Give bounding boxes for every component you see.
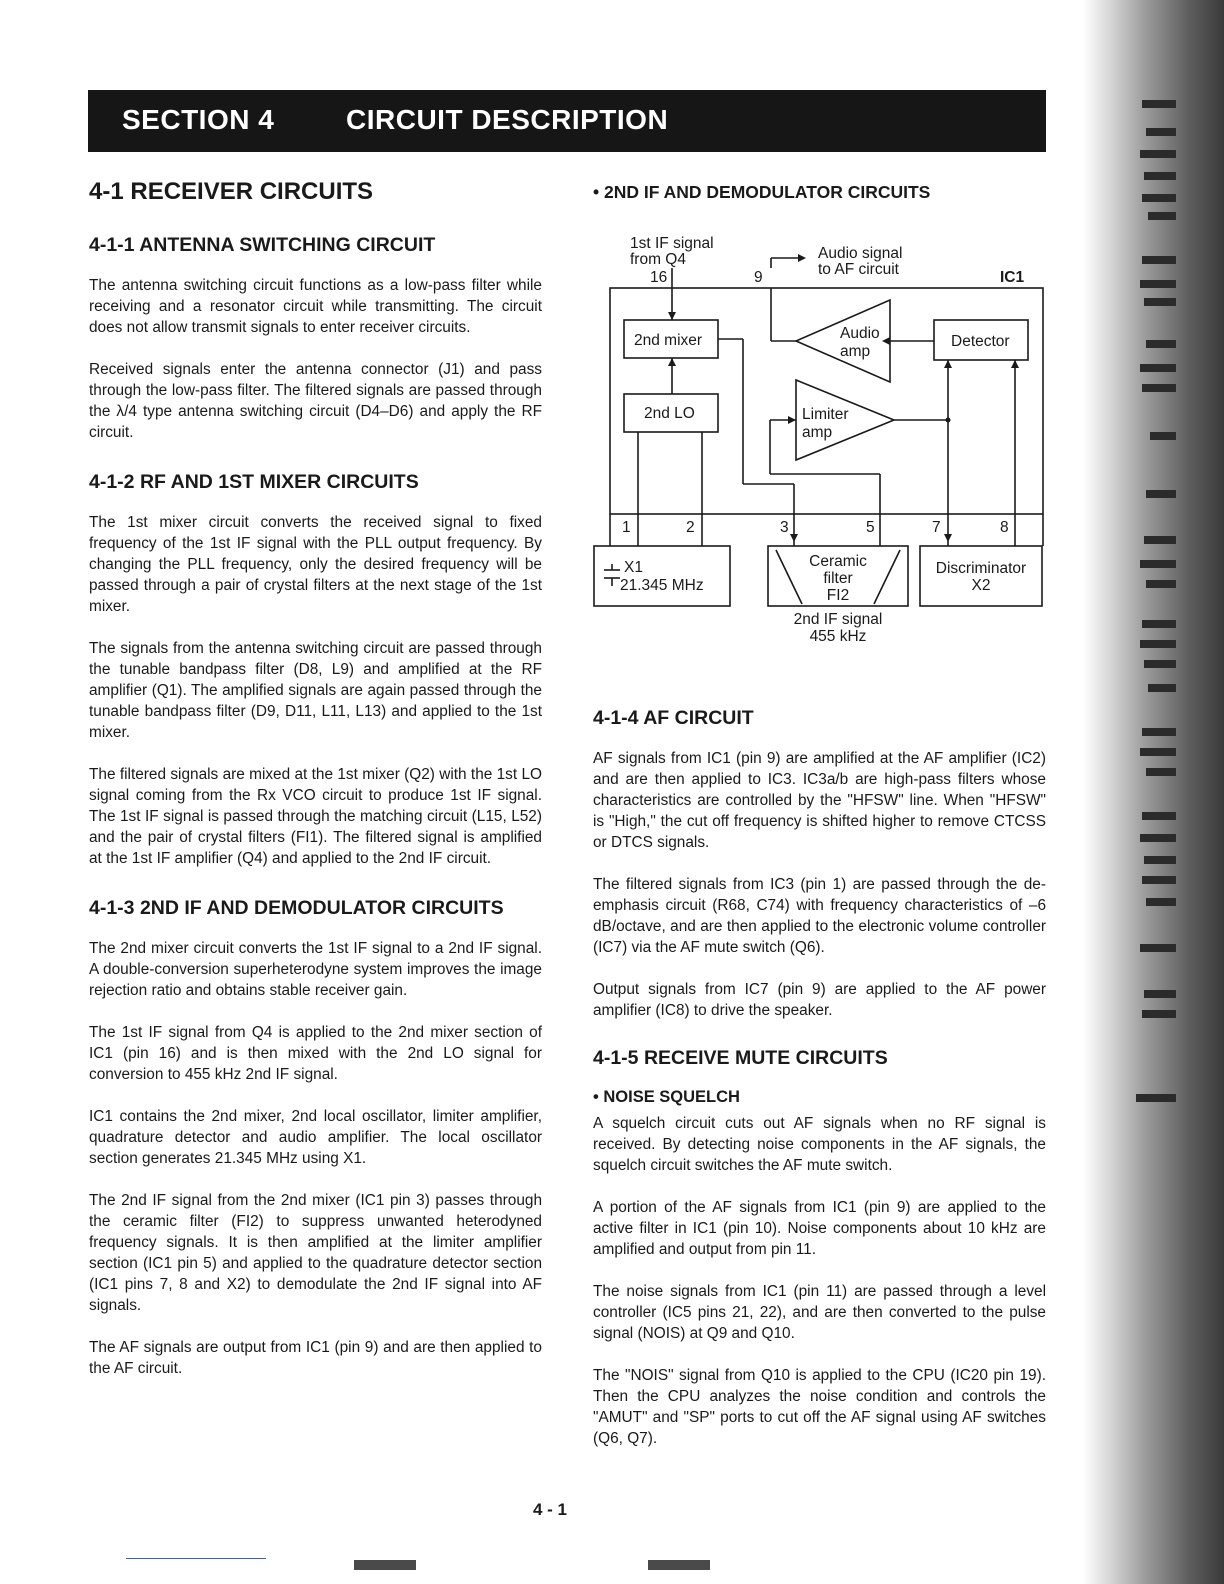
heading-2nd-if: 4-1-3 2ND IF AND DEMODULATOR CIRCUITS bbox=[89, 897, 504, 919]
x1-name: X1 bbox=[624, 559, 643, 576]
index-mark bbox=[1140, 364, 1176, 372]
limiter-label-1: Limiter bbox=[802, 406, 849, 423]
limiter-label-2: amp bbox=[802, 424, 833, 441]
out-label-1: Audio signal bbox=[818, 245, 903, 262]
page-number: 4 - 1 bbox=[533, 1500, 568, 1519]
paragraph: The antenna switching circuit functions as a low-pass filter while receiving and a resonator circuit while transmitting. The circuit does not allow transmit signals to enter receiver circuits. bbox=[89, 277, 542, 336]
scan-mark bbox=[354, 1560, 416, 1570]
index-mark bbox=[1142, 812, 1176, 820]
paragraph: The AF signals are output from IC1 (pin 9) and are then applied to the AF circuit. bbox=[89, 1339, 542, 1377]
index-mark bbox=[1140, 834, 1176, 842]
index-mark bbox=[1150, 432, 1176, 440]
arrow-into-detector-1 bbox=[944, 360, 952, 368]
heading-antenna-switching: 4-1-1 ANTENNA SWITCHING CIRCUIT bbox=[89, 234, 436, 256]
pin-7: 7 bbox=[932, 519, 941, 536]
pin-3: 3 bbox=[780, 519, 789, 536]
paragraph: The 1st mixer circuit converts the received signal to fixed frequency of the 1st IF signal with the PLL output frequency. By changing the PLL frequency, only the desired frequency will be passed through a pair of crystal filters at the next stage of the 1st mixer. bbox=[89, 514, 542, 615]
paragraph: The noise signals from IC1 (pin 11) are passed through a level controller (IC5 pins 21, 22), and are then converted to the pulse signal (NOIS) at Q9 and Q10. bbox=[593, 1283, 1046, 1342]
out-label-2: to AF circuit bbox=[818, 261, 899, 278]
index-mark bbox=[1146, 580, 1176, 588]
index-mark bbox=[1142, 620, 1176, 628]
index-mark bbox=[1146, 128, 1176, 136]
pin-1: 1 bbox=[622, 519, 631, 536]
index-mark bbox=[1142, 728, 1176, 736]
index-mark bbox=[1142, 100, 1176, 108]
index-mark bbox=[1144, 990, 1176, 998]
arrow-pin7-down bbox=[944, 534, 952, 542]
discriminator-label-2: X2 bbox=[971, 577, 991, 594]
index-mark bbox=[1142, 876, 1176, 884]
ceramic-label-2: filter bbox=[823, 570, 853, 587]
paragraph: The 1st IF signal from Q4 is applied to the 2nd mixer section of IC1 (pin 16) and is then mixed with the 2nd LO signal for conversion to 455 kHz 2nd IF signal. bbox=[89, 1024, 542, 1083]
arrow-into-detector-2 bbox=[1011, 360, 1019, 368]
x1-box bbox=[594, 546, 730, 606]
ic1-label: IC1 bbox=[1000, 269, 1025, 286]
audio-label-1: Audio bbox=[840, 325, 880, 342]
left-column bbox=[89, 178, 542, 1400]
heading-receiver-circuits: 4-1 RECEIVER CIRCUITS bbox=[89, 178, 374, 205]
paragraph: The 2nd IF signal from the 2nd mixer (IC1 pin 3) passes through the ceramic filter (FI2) to suppress unwanted heterodyned frequency signals. It is then amplified at the limiter amplifier section (IC1 pin 5) and applied to the quadrature detector section (IC1 pins 7, 8 and X2) to demodulate the 2nd IF signal into AF signals. bbox=[89, 1192, 542, 1314]
index-mark bbox=[1144, 298, 1176, 306]
heading-rf-mixer: 4-1-2 RF AND 1ST MIXER CIRCUITS bbox=[89, 471, 419, 493]
index-mark bbox=[1148, 684, 1176, 692]
pin-2: 2 bbox=[686, 519, 695, 536]
index-mark bbox=[1144, 660, 1176, 668]
paragraph: The 2nd mixer circuit converts the 1st IF signal to a 2nd IF signal. A double-conversion superheterodyne system improves the image rejection ratio and obtains stable receiver gain. bbox=[89, 940, 542, 999]
heading-receive-mute: 4-1-5 RECEIVE MUTE CIRCUITS bbox=[593, 1047, 888, 1069]
index-mark bbox=[1142, 256, 1176, 264]
in-label-2: from Q4 bbox=[630, 251, 686, 268]
index-mark bbox=[1144, 856, 1176, 864]
index-mark bbox=[1146, 340, 1176, 348]
arrow-into-audio bbox=[882, 337, 890, 345]
heading-diagram: • 2ND IF AND DEMODULATOR CIRCUITS bbox=[593, 182, 931, 202]
index-mark bbox=[1144, 536, 1176, 544]
index-mark bbox=[1146, 898, 1176, 906]
in-label-1: 1st IF signal bbox=[630, 235, 714, 252]
arrow-pin3-down bbox=[790, 534, 798, 542]
index-mark bbox=[1146, 490, 1176, 498]
section-banner bbox=[88, 90, 1046, 152]
section-number: SECTION 4 bbox=[122, 104, 275, 135]
if2-label-1: 2nd IF signal bbox=[793, 611, 883, 628]
scan-mark bbox=[648, 1560, 710, 1570]
paragraph: The filtered signals from IC3 (pin 1) are passed through the de-emphasis circuit (R68, C74) with frequency characteristics of –6 dB/octave, and are then applied to the electronic volume controller (IC7) via the AF mute switch (Q6). bbox=[593, 876, 1046, 956]
arrow-into-limiter bbox=[788, 416, 796, 424]
index-mark bbox=[1142, 194, 1176, 202]
index-mark bbox=[1140, 944, 1176, 952]
pin-5: 5 bbox=[866, 519, 875, 536]
index-mark bbox=[1146, 768, 1176, 776]
paragraph: IC1 contains the 2nd mixer, 2nd local oscillator, limiter amplifier, quadrature detector and audio amplifier. The local oscillator section generates 21.345 MHz using X1. bbox=[89, 1108, 542, 1167]
paragraph: AF signals from IC1 (pin 9) are amplified at the AF amplifier (IC2) and are then applied to IC3. IC3a/b are high-pass filters whose characteristics are controlled by the "HFSW" line. When "HFSW" is "High," the cut off frequency is shifted higher to remove CTCSS or DTCS signals. bbox=[593, 750, 1046, 851]
x1-frequency: 21.345 MHz bbox=[620, 577, 704, 594]
pin-9: 9 bbox=[754, 269, 763, 286]
lo-label: 2nd LO bbox=[644, 405, 695, 422]
mixer-label: 2nd mixer bbox=[634, 332, 703, 349]
section-title: CIRCUIT DESCRIPTION bbox=[346, 104, 669, 135]
paragraph: Output signals from IC7 (pin 9) are applied to the AF power amplifier (IC8) to drive the speaker. bbox=[593, 981, 1046, 1019]
paragraph: The filtered signals are mixed at the 1st mixer (Q2) with the 1st LO signal coming from the Rx VCO circuit to produce 1st IF signal. The 1st IF signal is passed through the matching circuit (L15, L52) and the pair of crystal filters (FI1). The filtered signal is amplified at the 1st IF amplifier (Q4) and applied to the 2nd IF circuit. bbox=[89, 766, 542, 867]
heading-af-circuit: 4-1-4 AF CIRCUIT bbox=[593, 707, 754, 729]
paragraph: The "NOIS" signal from Q10 is applied to the CPU (IC20 pin 19). Then the CPU analyzes the noise condition and controls the "AMUT" and "SP" ports to cut off the AF signal using AF switches (Q6, Q7). bbox=[593, 1367, 1046, 1447]
pin-8: 8 bbox=[1000, 519, 1009, 536]
block-diagram bbox=[590, 228, 1050, 648]
arrow-lo-to-mixer bbox=[668, 358, 676, 366]
binding-edge bbox=[1083, 0, 1224, 1584]
arrow-into-mixer bbox=[668, 312, 676, 320]
index-mark bbox=[1142, 1010, 1176, 1018]
detector-label: Detector bbox=[951, 333, 1010, 350]
paragraph: Received signals enter the antenna connector (J1) and pass through the low-pass filter. The filtered signals are passed through the λ/4 type antenna switching circuit (D4–D6) and apply the RF circuit. bbox=[89, 361, 542, 441]
index-mark bbox=[1140, 640, 1176, 648]
paragraph: A portion of the AF signals from IC1 (pin 9) are applied to the active filter in IC1 (pin 10). Noise components about 10 kHz are amplified and output from pin 11. bbox=[593, 1199, 1046, 1258]
paragraph: The signals from the antenna switching circuit are passed through the tunable bandpass filter (D8, L9) and amplified at the RF amplifier (Q1). The amplified signals are again passed through the tunable bandpass filter (D9, D11, L11, L13) and applied to the 1st mixer. bbox=[89, 640, 542, 741]
ceramic-label-3: FI2 bbox=[826, 587, 850, 604]
index-mark bbox=[1140, 560, 1176, 568]
ceramic-label-1: Ceramic bbox=[809, 553, 867, 570]
index-mark bbox=[1144, 172, 1176, 180]
discriminator-label-1: Discriminator bbox=[935, 560, 1027, 577]
pin-16: 16 bbox=[650, 269, 668, 286]
heading-noise-squelch: • NOISE SQUELCH bbox=[593, 1088, 740, 1106]
if2-label-2: 455 kHz bbox=[809, 628, 867, 645]
ic1-outline bbox=[610, 288, 1043, 514]
index-mark bbox=[1140, 280, 1176, 288]
index-mark bbox=[1142, 384, 1176, 392]
arrow-audio-out bbox=[798, 254, 806, 262]
index-mark bbox=[1148, 212, 1176, 220]
index-mark bbox=[1140, 150, 1176, 158]
footer-rule bbox=[126, 1558, 266, 1559]
index-mark bbox=[1140, 748, 1176, 756]
paragraph: A squelch circuit cuts out AF signals when no RF signal is received. By detecting noise components in the AF signals, the squelch circuit switches the AF mute switch. bbox=[593, 1115, 1046, 1174]
index-mark bbox=[1136, 1094, 1176, 1102]
audio-label-2: amp bbox=[840, 343, 871, 360]
